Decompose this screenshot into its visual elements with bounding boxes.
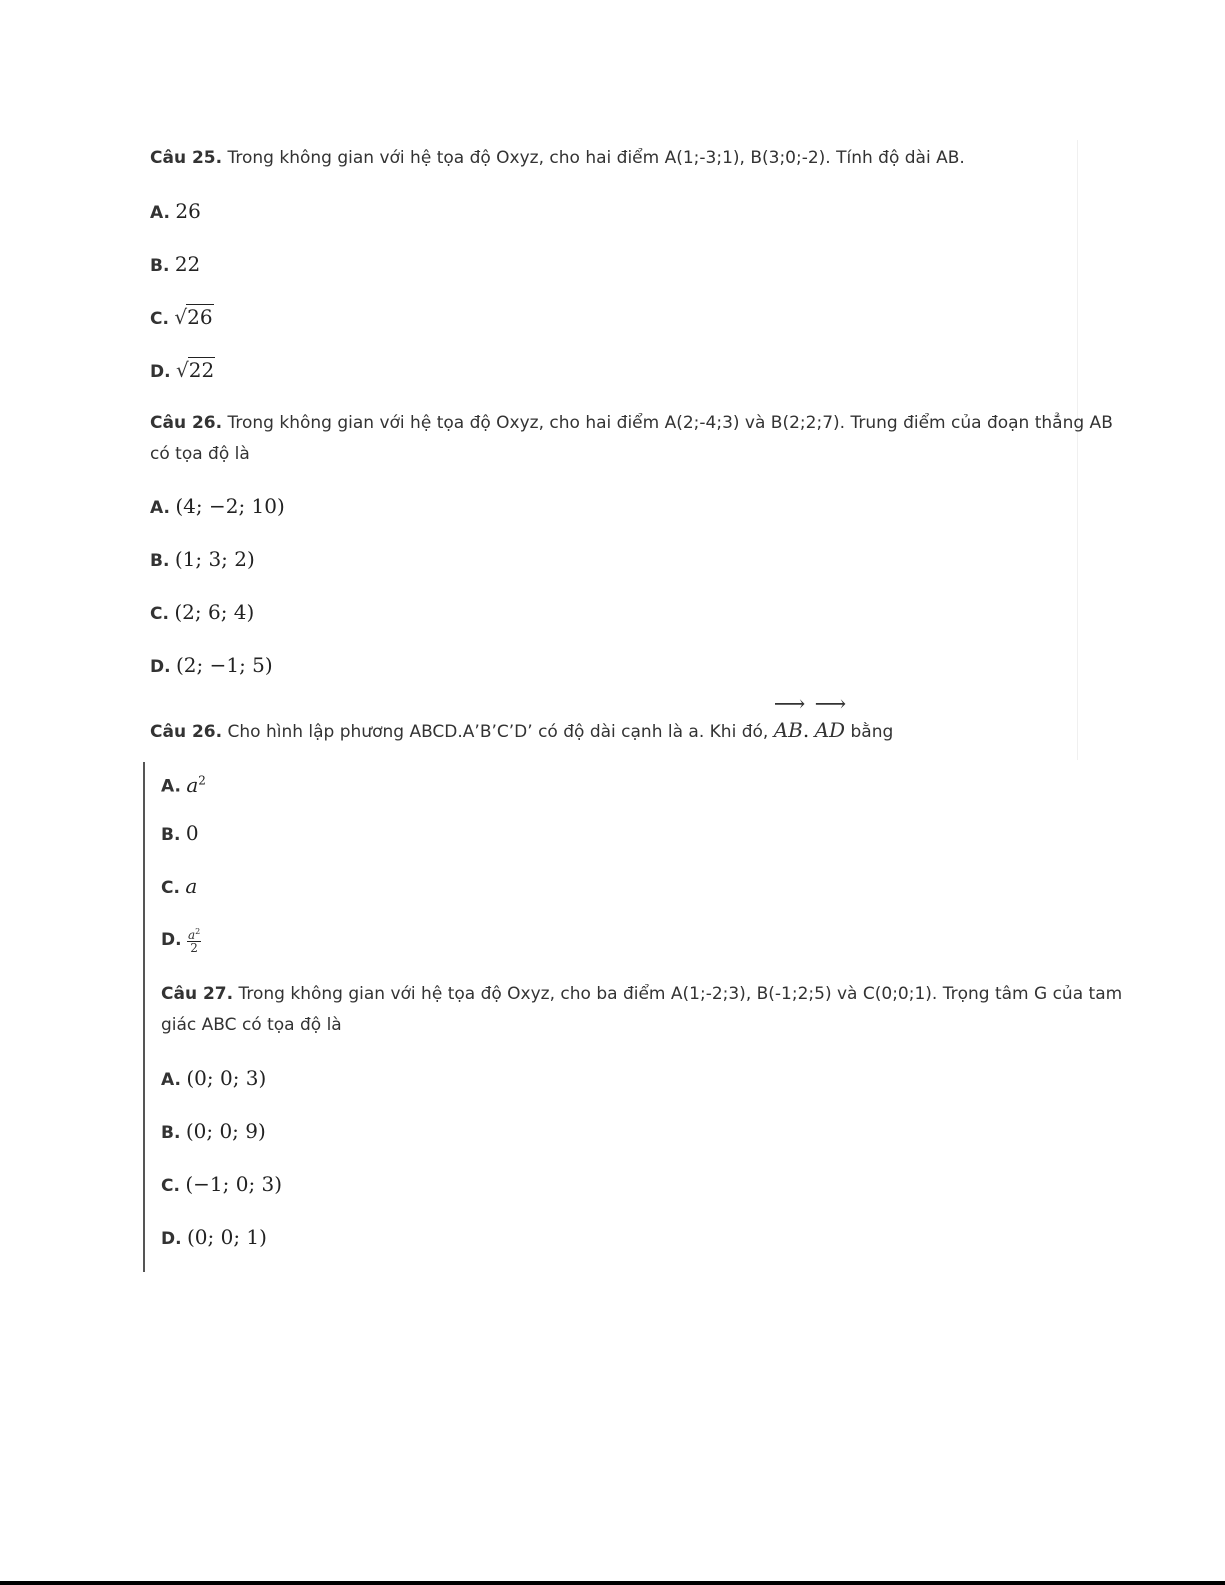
question-26-stem xyxy=(150,408,1113,439)
option-key: B. xyxy=(161,825,181,845)
question-26-stem-continued xyxy=(150,439,250,470)
option-b xyxy=(161,1119,266,1145)
exponent: 2 xyxy=(195,927,201,936)
option-key: A. xyxy=(161,776,181,797)
option-c xyxy=(161,874,197,900)
option-value: (0; 0; 3) xyxy=(186,1066,267,1090)
option-value: a xyxy=(185,874,198,898)
var-a: a xyxy=(186,772,199,797)
denominator: 2 xyxy=(190,941,198,955)
option-a xyxy=(161,768,206,799)
question-25-stem xyxy=(150,143,965,174)
question-text: giác ABC có tọa độ là xyxy=(161,1015,342,1035)
fraction xyxy=(187,926,201,954)
option-value: (0; 0; 9) xyxy=(185,1119,266,1143)
sqrt-expression: √22 xyxy=(175,358,215,382)
option-key: A. xyxy=(161,1070,181,1090)
question-text: Cho hình lập phương ABCD.A’B’C’D’ có độ dài cạnh là a. Khi đó, xyxy=(222,722,774,742)
option-key: D. xyxy=(161,1229,182,1249)
option-value: 0 xyxy=(185,821,199,845)
question-text: Trong không gian với hệ tọa độ Oxyz, cho hai điểm A(1;-3;1), B(3;0;-2). Tính độ dài AB. xyxy=(222,148,965,168)
right-border-rule xyxy=(1077,140,1078,760)
vector-ab: ⟶ AB xyxy=(774,715,803,746)
option-key: C. xyxy=(150,604,169,624)
option-value: (4; −2; 10) xyxy=(175,494,285,518)
option-a xyxy=(150,494,285,520)
option-value: 26 xyxy=(175,199,201,223)
option-b xyxy=(150,547,255,573)
option-value: 26 xyxy=(187,305,213,329)
sqrt-expression: √26 xyxy=(174,305,213,329)
option-value: 22 xyxy=(188,358,215,382)
option-key: C. xyxy=(161,878,180,898)
option-d xyxy=(150,358,215,384)
question-label: Câu 26. xyxy=(150,722,223,742)
option-value xyxy=(186,773,206,797)
option-d xyxy=(150,653,273,679)
option-key: A. xyxy=(150,203,170,223)
option-c xyxy=(150,305,214,331)
option-c xyxy=(161,1172,282,1198)
var-a: a xyxy=(187,928,196,942)
dot-operator: . xyxy=(802,718,810,742)
question-label: Câu 26. xyxy=(150,413,223,433)
question-27-stem-continued xyxy=(161,1010,342,1041)
question-text: Trong không gian với hệ tọa độ Oxyz, cho hai điểm A(2;-4;3) và B(2;2;7). Trung điểm của đoạn thẳng AB xyxy=(222,413,1113,433)
option-key: B. xyxy=(150,551,170,571)
option-b xyxy=(161,821,199,847)
option-value: (2; 6; 4) xyxy=(174,600,255,624)
vector-ad: ⟶ AD xyxy=(815,715,845,746)
option-c xyxy=(150,600,254,626)
question-text: có tọa độ là xyxy=(150,444,250,464)
question-text: Trong không gian với hệ tọa độ Oxyz, cho ba điểm A(1;-2;3), B(-1;2;5) và C(0;0;1). Trọng tâm G của tam xyxy=(233,984,1123,1004)
numerator xyxy=(187,926,201,942)
question-26-cube-stem xyxy=(150,715,893,748)
option-key: B. xyxy=(161,1123,181,1143)
question-text-end: bằng xyxy=(845,722,894,742)
option-a xyxy=(150,199,201,225)
blockquote-left-rule xyxy=(143,762,145,1272)
option-key: C. xyxy=(161,1176,180,1196)
option-d xyxy=(161,1225,267,1251)
exponent: 2 xyxy=(198,773,206,787)
option-value: 22 xyxy=(174,252,201,276)
option-value: (1; 3; 2) xyxy=(174,547,255,571)
question-label: Câu 27. xyxy=(161,984,234,1004)
option-value: (−1; 0; 3) xyxy=(185,1172,283,1196)
option-value: (2; −1; 5) xyxy=(175,653,273,677)
question-27-stem xyxy=(161,979,1122,1010)
option-key: B. xyxy=(150,256,170,276)
option-key: C. xyxy=(150,309,169,329)
option-key: A. xyxy=(150,498,170,518)
option-key: D. xyxy=(161,930,182,950)
option-b xyxy=(150,252,200,278)
page-bottom-edge xyxy=(0,1581,1225,1585)
option-key: D. xyxy=(150,362,171,382)
question-label: Câu 25. xyxy=(150,148,223,168)
option-key: D. xyxy=(150,657,171,677)
option-value: (0; 0; 1) xyxy=(186,1225,267,1249)
option-a xyxy=(161,1066,266,1092)
option-d xyxy=(161,926,201,954)
